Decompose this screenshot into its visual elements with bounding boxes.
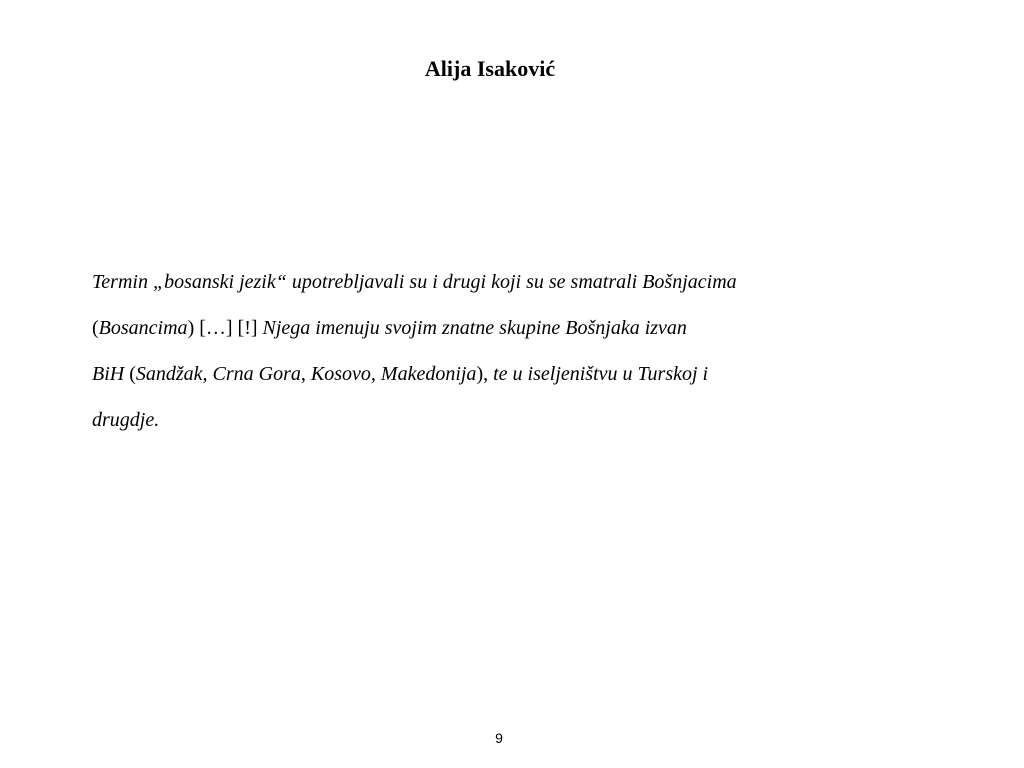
quote-text: te u iseljeništvu u Turskoj i bbox=[493, 363, 709, 385]
quote-line-3 bbox=[92, 351, 932, 397]
quote-line-4 bbox=[92, 397, 932, 443]
paren-open: ( bbox=[92, 317, 99, 339]
quote-text: Njega imenuju svojim znatne skupine Bošnjaka izvan bbox=[262, 317, 687, 339]
page-number: 9 bbox=[495, 730, 503, 746]
quote-line-1 bbox=[92, 259, 932, 305]
quote-line-2 bbox=[92, 305, 932, 351]
quote-text: drugdje. bbox=[92, 409, 160, 431]
quote-text: Termin „bosanski jezik“ upotrebljavali su i drugi koji su se smatrali Bošnjacima bbox=[92, 271, 737, 293]
quote-text: Bosancima bbox=[98, 317, 188, 339]
paren-open: ( bbox=[124, 363, 136, 385]
comma: , bbox=[300, 363, 311, 385]
ellipsis-note: ) […] [!] bbox=[187, 317, 263, 339]
slide-title: Alija Isaković bbox=[424, 56, 556, 81]
quote-text: Kosovo, Makedonija bbox=[310, 363, 477, 385]
paren-close: ), bbox=[476, 363, 494, 385]
quote-paragraph bbox=[92, 259, 932, 443]
quote-text: Sandžak, Crna Gora bbox=[135, 363, 301, 385]
quote-text: BiH bbox=[92, 363, 125, 385]
